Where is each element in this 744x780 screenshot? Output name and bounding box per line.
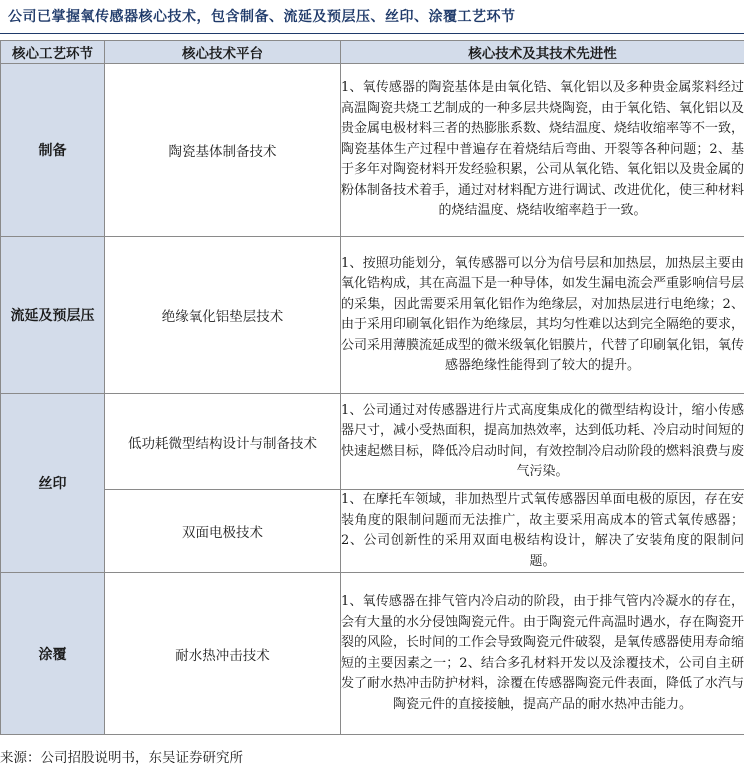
header-stage: 核心工艺环节 (1, 41, 105, 64)
table-row (1, 394, 744, 490)
table-row (1, 490, 744, 573)
tech-table (0, 40, 744, 735)
description-cell: 1、按照功能划分，氧传感器可以分为信号层和加热层，加热层主要由氧化锆构成，其在高温下是一种导体，如发生漏电流会严重影响信号层的采集，因此需要采用氧化铝作为绝缘层，对加热层进行电绝缘；2、由于采用印刷氧化铝作为绝缘层，其均匀性难以达到完全隔绝的要求，公司采用薄膜流延成型的微米级氧化铝膜片，代替了印刷氧化铝，氧传感器绝缘性能得到了较大的提升。 (341, 237, 744, 394)
description-cell: 1、公司通过对传感器进行片式高度集成化的微型结构设计，缩小传感器尺寸，减小受热面积，提高加热效率，达到低功耗、冷启动时间短的快速起燃目标，降低冷启动时间，有效控制冷启动阶段的燃料浪费与废气污染。 (341, 394, 744, 490)
platform-cell: 耐水热冲击技术 (105, 573, 341, 735)
stage-cell: 丝印 (1, 394, 105, 573)
description-cell: 1、氧传感器在排气管内冷启动的阶段，由于排气管内冷凝水的存在，会有大量的水分侵蚀陶瓷元件。由于陶瓷元件高温时遇水，存在陶瓷开裂的风险，长时间的工作会导致陶瓷元件破裂，是氧传感器使用寿命缩短的主要因素之一；2、结合多孔材料开发以及涂覆技术，公司自主研发了耐水热冲击防护材料，涂覆在传感器陶瓷元件表面，降低了水汽与陶瓷元件的直接接触，提高产品的耐水热冲击能力。 (341, 573, 744, 735)
header-platform: 核心技术平台 (105, 41, 341, 64)
description-cell: 1、在摩托车领域，非加热型片式氧传感器因单面电极的原因，存在安装角度的限制问题而无法推广，故主要采用高成本的管式氧传感器；2、公司创新性的采用双面电极结构设计，解决了安装角度的限制问题。 (341, 490, 744, 573)
table-header-row (1, 41, 744, 64)
title-divider (0, 33, 744, 34)
platform-cell: 绝缘氧化铝垫层技术 (105, 237, 341, 394)
stage-cell: 涂覆 (1, 573, 105, 735)
table-row (1, 237, 744, 394)
platform-cell: 低功耗微型结构设计与制备技术 (105, 394, 341, 490)
header-advantage: 核心技术及其技术先进性 (341, 41, 744, 64)
stage-cell: 流延及预层压 (1, 237, 105, 394)
source-note: 来源：公司招股说明书，东吴证券研究所 (0, 750, 243, 766)
platform-cell: 陶瓷基体制备技术 (105, 64, 341, 237)
stage-cell: 制备 (1, 64, 105, 237)
platform-cell: 双面电极技术 (105, 490, 341, 573)
table-row (1, 573, 744, 735)
table-row (1, 64, 744, 237)
page-title: 公司已掌握氧传感器核心技术，包含制备、流延及预层压、丝印、涂覆工艺环节 (8, 9, 516, 25)
description-cell: 1、氧传感器的陶瓷基体是由氧化锆、氧化铝以及多种贵金属浆料经过高温陶瓷共烧工艺制成的一种多层共烧陶瓷，由于氧化锆、氧化铝以及贵金属电极材料三者的热膨胀系数、烧结温度、烧结收缩率等不一致，陶瓷基体生产过程中普遍存在着烧结后弯曲、开裂等各种问题；2、基于多年对陶瓷材料开发经验积累，公司从氧化锆、氧化铝以及贵金属的粉体制备技术着手，通过对材料配方进行调试、改进优化，使三种材料的烧结温度、烧结收缩率趋于一致。 (341, 64, 744, 237)
